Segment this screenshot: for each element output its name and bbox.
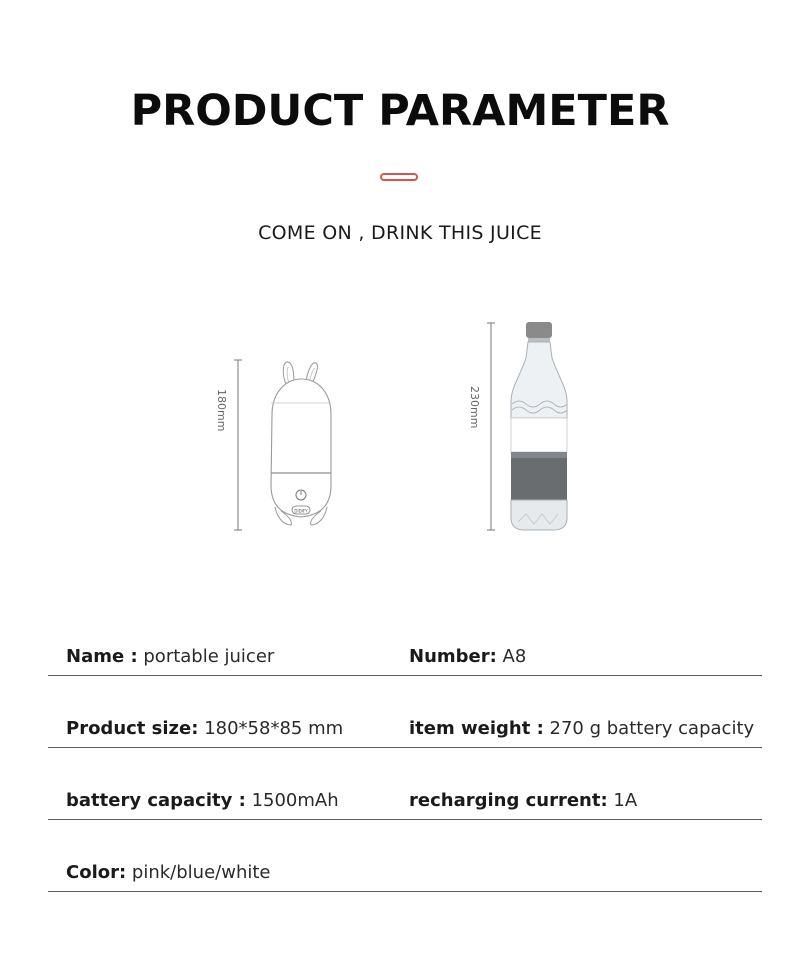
bottle-height-label: 230mm — [468, 386, 481, 429]
spec-color — [66, 862, 270, 883]
spec-name — [66, 646, 274, 667]
spec-battery-capacity — [66, 790, 339, 811]
accent-divider — [380, 173, 418, 181]
spec-item-weight — [409, 718, 754, 739]
spec-row-name — [48, 632, 762, 676]
bottle-illustration — [478, 318, 588, 538]
spec-key: battery capacity : — [66, 790, 246, 811]
juicer-height-label: 180mm — [215, 389, 228, 432]
spec-row-size — [48, 676, 762, 748]
spec-value: pink/blue/white — [131, 862, 271, 883]
spec-value: A8 — [502, 646, 527, 667]
spec-number — [409, 646, 526, 667]
juicer-figure — [215, 355, 345, 535]
spec-product-size — [66, 718, 343, 739]
spec-table — [48, 632, 762, 892]
page-subtitle: COME ON , DRINK THIS JUICE — [258, 222, 542, 244]
spec-row-battery — [48, 748, 762, 820]
spec-value: 1500mAh — [251, 790, 339, 811]
juicer-illustration — [225, 355, 345, 535]
spec-key: Name : — [66, 646, 138, 667]
spec-key: Color: — [66, 862, 127, 883]
spec-key: item weight : — [409, 718, 544, 739]
spec-value: 270 g battery capacity — [549, 718, 755, 739]
spec-key: Product size: — [66, 718, 199, 739]
page-title: PRODUCT PARAMETER — [130, 86, 670, 136]
spec-key: Number: — [409, 646, 497, 667]
spec-value: 1A — [613, 790, 638, 811]
juicer-button-text: DIDIFY — [294, 508, 308, 514]
bottle-figure — [468, 318, 588, 538]
spec-row-color — [48, 820, 762, 892]
spec-key: recharging current: — [409, 790, 608, 811]
spec-value: 180*58*85 mm — [204, 718, 344, 739]
spec-value: portable juicer — [143, 646, 275, 667]
spec-recharging-current — [409, 790, 637, 811]
